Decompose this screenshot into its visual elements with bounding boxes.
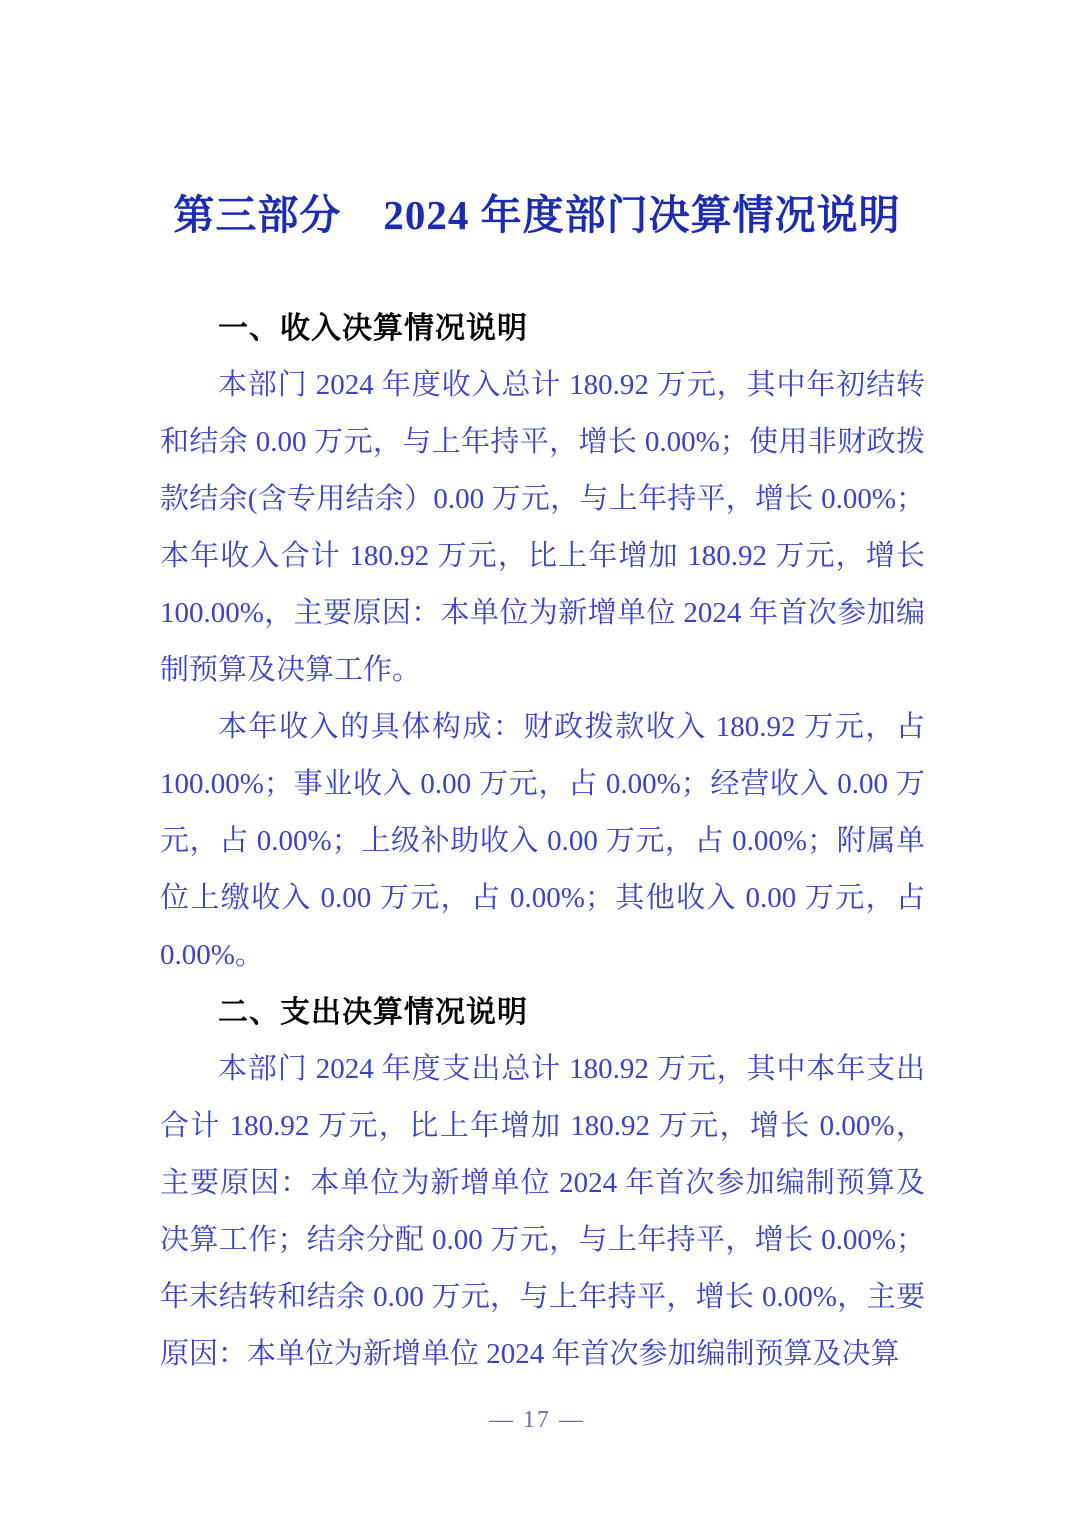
body-line: 0.00%。: [160, 939, 264, 971]
page-title: 第三部分 2024 年度部门决算情况说明: [173, 192, 901, 238]
body-line: 原因：本单位为新增单位 2024 年首次参加编制预算及决算: [160, 1338, 900, 1370]
body-line: 制预算及决算工作。: [160, 654, 422, 686]
section-heading: 一、收入决算情况说明: [218, 312, 528, 345]
body-line: 主要原因：本单位为新增单位 2024 年首次参加编制预算及: [160, 1167, 925, 1199]
body-line: 款结余(含专用结余）0.00 万元，与上年持平，增长 0.00%；: [160, 483, 925, 515]
body-line: 本部门 2024 年度支出总计 180.92 万元，其中本年支出: [218, 1053, 925, 1085]
body-line: 决算工作；结余分配 0.00 万元，与上年持平，增长 0.00%；: [160, 1224, 925, 1256]
body-line: 位上缴收入 0.00 万元，占 0.00%；其他收入 0.00 万元，占: [160, 882, 925, 914]
page-number: — 17 —: [489, 1407, 585, 1433]
body-line: 元，占 0.00%；上级补助收入 0.00 万元，占 0.00%；附属单: [160, 825, 925, 857]
body-line: 和结余 0.00 万元，与上年持平，增长 0.00%；使用非财政拨: [160, 426, 925, 458]
body-line: 本年收入合计 180.92 万元，比上年增加 180.92 万元，增长: [160, 540, 925, 572]
body-line: 年末结转和结余 0.00 万元，与上年持平，增长 0.00%，主要: [160, 1281, 925, 1313]
section-heading: 二、支出决算情况说明: [218, 996, 528, 1029]
body-line: 100.00%；事业收入 0.00 万元，占 0.00%；经营收入 0.00 万: [160, 768, 925, 800]
document-body: [160, 300, 925, 1383]
body-line: 本年收入的具体构成：财政拨款收入 180.92 万元，占: [218, 711, 925, 743]
body-line: 100.00%，主要原因：本单位为新增单位 2024 年首次参加编: [160, 597, 925, 629]
body-line: 本部门 2024 年度收入总计 180.92 万元，其中年初结转: [218, 369, 925, 401]
body-line: 合计 180.92 万元，比上年增加 180.92 万元，增长 0.00%，: [160, 1110, 925, 1142]
